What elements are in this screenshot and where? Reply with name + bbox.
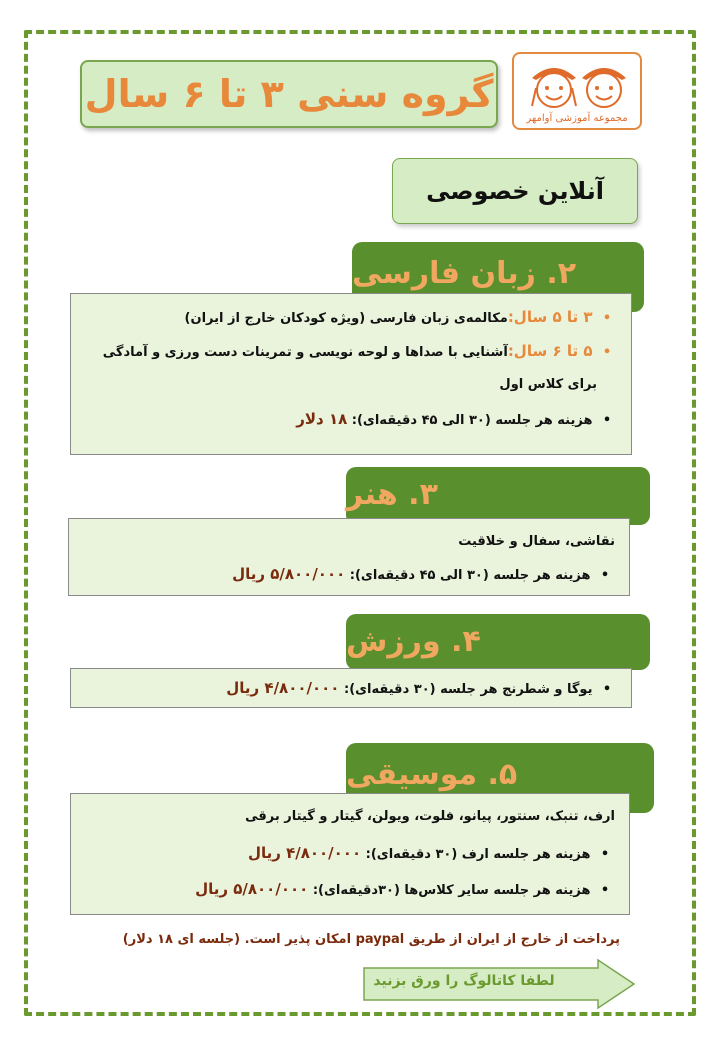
list-item xyxy=(85,876,615,902)
section-music-heading: ۵. موسیقی xyxy=(346,743,654,813)
page-title: گروه سنی ۳ تا ۶ سال xyxy=(80,60,498,128)
section-persian-content xyxy=(70,293,632,455)
bullet-icon: • xyxy=(600,568,610,583)
section-sport-heading: ۴. ورزش xyxy=(346,614,650,670)
price-label: یوگا و شطرنج هر جلسه (۳۰ دقیقه‌ای): xyxy=(344,682,593,697)
price-label: هزینه هر جلسه سایر کلاس‌ها (۳۰دقیقه‌ای): xyxy=(312,883,591,898)
list-item xyxy=(85,804,615,830)
online-private-label: آنلاین خصوصی xyxy=(392,158,638,224)
age-label: ۳ تا ۵ سال: xyxy=(507,308,593,326)
payment-note: پرداخت از خارج از ایران از طریق paypal امکان پذیر است. (جلسه ای ۱۸ دلار) xyxy=(122,932,620,947)
bullet-icon: • xyxy=(602,311,612,326)
list-item xyxy=(85,406,617,432)
price-value: ۵/۸۰۰/۰۰۰ ریال xyxy=(195,880,309,898)
price-value: ۴/۸۰۰/۰۰۰ ریال xyxy=(226,679,340,697)
list-item xyxy=(85,675,617,701)
section-art-heading: ۳. هنر xyxy=(346,467,650,525)
list-item xyxy=(83,561,615,587)
section-art-content xyxy=(68,518,630,596)
list-item-continuation xyxy=(85,372,617,398)
list-item xyxy=(85,338,617,364)
section-sport-content xyxy=(70,668,632,708)
price-label: هزینه هر جلسه ارف (۳۰ دقیقه‌ای): xyxy=(365,847,591,862)
next-page-label: لطفا کاتالوگ را ورق بزنید xyxy=(373,973,555,989)
bullet-icon: • xyxy=(602,345,612,360)
item-text: نقاشی، سفال و خلاقیت xyxy=(458,534,615,549)
bullet-icon: • xyxy=(600,847,610,862)
item-text: آشنایی با صداها و لوحه نویسی و تمرینات دست ورزی و آمادگی xyxy=(102,345,508,360)
price-label: هزینه هر جلسه (۳۰ الی ۴۵ دقیقه‌ای): xyxy=(349,568,591,583)
logo xyxy=(512,52,642,130)
next-page-arrow[interactable] xyxy=(362,958,638,1010)
item-text: مکالمه‌ی زبان فارسی (ویژه کودکان خارج از ایران) xyxy=(184,311,508,326)
item-text: برای کلاس اول xyxy=(499,377,597,392)
item-text: ارف، تنبک، سنتور، پیانو، فلوت، ویولن، گیتار و گیتار برقی xyxy=(245,809,615,824)
age-label: ۵ تا ۶ سال: xyxy=(507,342,593,360)
list-item xyxy=(85,840,615,866)
bullet-icon: • xyxy=(600,883,610,898)
logo-faces-icon xyxy=(524,58,634,114)
bullet-icon: • xyxy=(602,682,612,697)
price-label: هزینه هر جلسه (۳۰ الی ۴۵ دقیقه‌ای): xyxy=(351,413,593,428)
bullet-icon: • xyxy=(602,413,612,428)
price-value: ۴/۸۰۰/۰۰۰ ریال xyxy=(247,844,362,862)
list-item xyxy=(83,529,615,555)
section-persian-heading: ۲. زبان فارسی xyxy=(352,242,644,312)
price-value: ۱۸ دلار xyxy=(296,410,348,428)
list-item xyxy=(85,304,617,330)
price-value: ۵/۸۰۰/۰۰۰ ریال xyxy=(232,565,346,583)
section-music-content xyxy=(70,793,630,915)
logo-text: مجموعه آموزشی آوامهر xyxy=(526,113,628,124)
